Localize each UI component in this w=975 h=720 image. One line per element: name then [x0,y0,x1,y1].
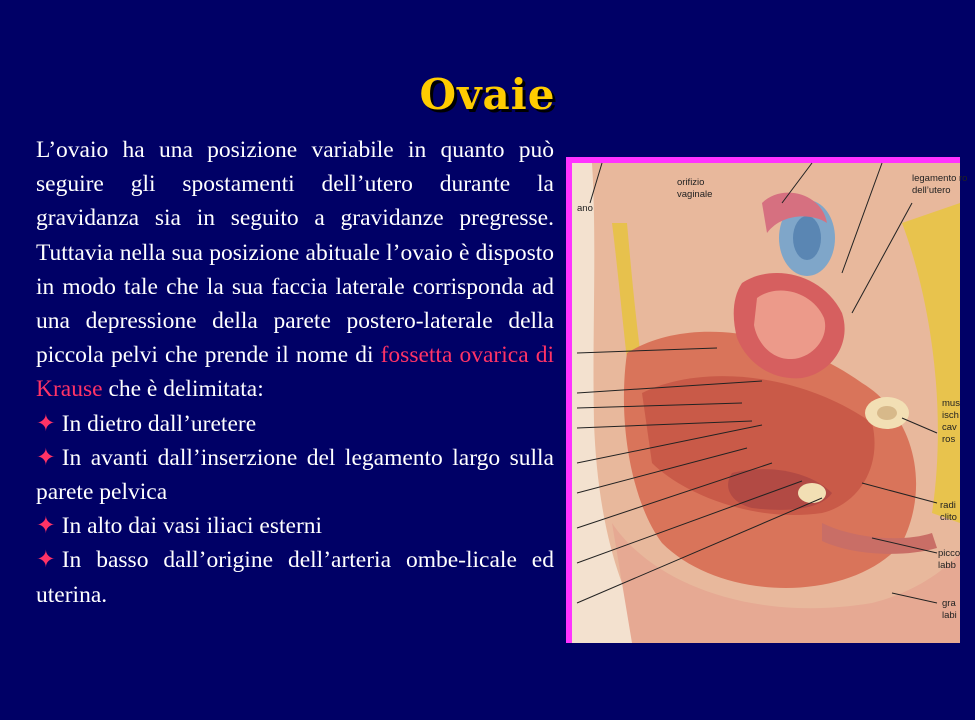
list-item-text: In dietro dall’uretere [61,410,257,437]
list-item-text: In avanti dall’inserzione del legamento largo sulla parete pelvica [36,444,554,506]
slide-title: Ovaie [419,70,556,119]
intro-paragraph [36,133,554,407]
label-gra-1: gra [942,598,956,609]
list-item-text: In basso dall’origine dell’arteria ombe-licale ed uterina. [36,547,554,608]
label-radi-1: radi [940,500,956,511]
list-item-text: In alto dai vasi iliaci esterni [61,513,323,540]
label-orifizio-1: orifizio [677,177,705,188]
star-bullet-icon: ✦ [36,410,56,437]
label-ano: ano [577,203,593,214]
krause-highlight: fossetta ovarica di Krause [36,342,554,403]
label-mus-3: cav [942,422,957,433]
slide-body [36,133,554,612]
list-item [36,407,554,441]
label-picco-1: picco [938,548,961,559]
list-item [36,543,554,611]
label-orifizio-2: vaginale [677,189,713,200]
label-legamento-2: dell’utero [912,185,951,196]
label-mus-1: mus [942,398,960,409]
pelvis-illustration [572,163,968,643]
star-bullet-icon: ✦ [36,547,56,574]
intro-lead: L’ovaio ha una posizione variabile in quanto può seguire gli spostamenti dell’utero durante la gravidanza sia in seguito a gravidanze pregresse. Tuttavia nella sua posizione abituale l’ovaio è disposto in modo tale che la sua faccia laterale corrisponda ad una depressione della parete postero-laterale della piccola pelvi che prende il nome di [36,137,554,369]
label-mus-2: isch [942,410,959,421]
list-item [36,509,554,543]
intro-tail: che è delimitata: [102,376,264,403]
label-legamento-1: legamento ro [912,173,968,184]
star-bullet-icon: ✦ [36,444,56,471]
boundary-list [36,407,554,612]
label-radi-2: clito [940,512,957,523]
label-mus-4: ros [942,434,956,445]
anatomy-figure [566,157,968,643]
label-gra-2: labi [942,610,957,621]
label-picco-2: labb [938,560,956,571]
star-bullet-icon: ✦ [36,513,56,540]
list-item [36,441,554,509]
